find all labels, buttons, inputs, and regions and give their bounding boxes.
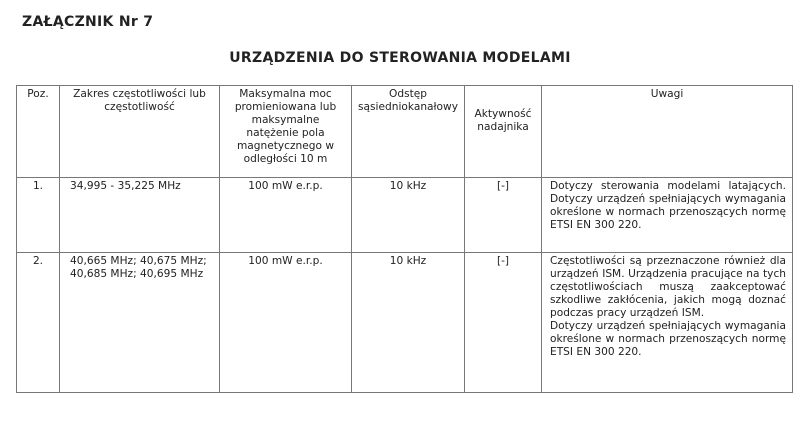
table-header-row (17, 86, 793, 178)
frequency-table (16, 85, 793, 393)
row-frequency (60, 253, 220, 393)
row-activity: [-] (465, 253, 542, 393)
row-notes (542, 178, 793, 253)
row-notes (542, 253, 793, 393)
row-frequency (60, 178, 220, 253)
row-spacing: 10 kHz (352, 253, 465, 393)
notes-paragraph: Dotyczy sterowania modelami latających. Dotyczy urządzeń spełniających wymagania określone w normach przenoszących normę ETSI EN 300 220. (550, 180, 786, 231)
row-activity: [-] (465, 178, 542, 253)
document-title: URZĄDZENIA DO STEROWANIA MODELAMI (229, 50, 571, 66)
header-frequency: Zakres częstotliwości lub częstotliwość (60, 86, 220, 178)
row-spacing: 10 kHz (352, 178, 465, 253)
header-power: Maksymalna moc promieniowana lub maksymalne natężenie pola magnetycznego w odległości 10 m (220, 86, 352, 178)
header-activity: Aktywność nadajnika (465, 86, 542, 178)
header-spacing: Odstęp sąsiedniokanałowy (352, 86, 465, 178)
row-pos: 1. (17, 178, 60, 253)
annex-title: ZAŁĄCZNIK Nr 7 (22, 14, 154, 30)
row-power: 100 mW e.r.p. (220, 253, 352, 393)
frequency-line: 40,685 MHz; 40,695 MHz (70, 268, 204, 280)
notes-paragraph: Dotyczy urządzeń spełniających wymagania określone w normach przenoszących normę ETSI EN 300 220. (550, 320, 786, 358)
row-power: 100 mW e.r.p. (220, 178, 352, 253)
frequency-line: 40,665 MHz; 40,675 MHz; (70, 255, 207, 267)
table-row (17, 178, 793, 253)
row-pos: 2. (17, 253, 60, 393)
table-row (17, 253, 793, 393)
header-pos: Poz. (17, 86, 60, 178)
notes-paragraph: Częstotliwości są przeznaczone również dla urządzeń ISM. Urządzenia pracujące na tych częstotliwościach muszą zaakceptować szkodliwe zakłócenia, jakich mogą doznać podczas pracy urządzeń ISM. (550, 255, 786, 319)
header-notes: Uwagi (542, 86, 793, 178)
frequency-line: 34,995 - 35,225 MHz (70, 180, 181, 192)
